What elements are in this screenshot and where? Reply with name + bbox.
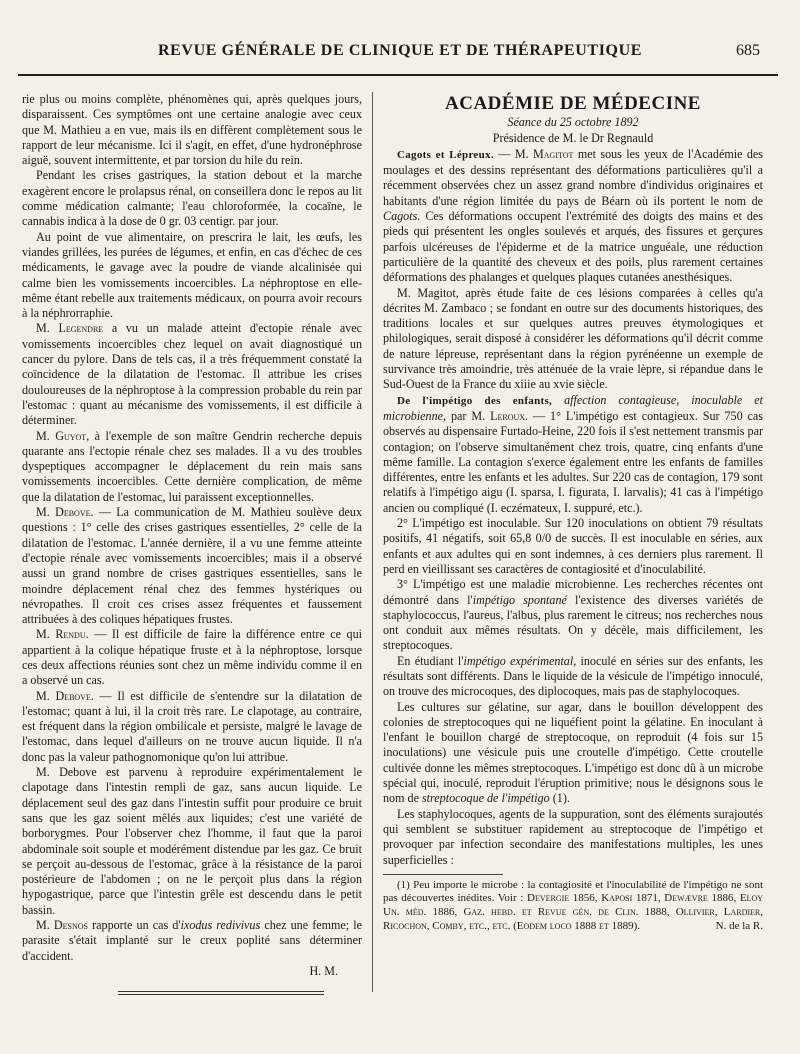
paragraph-legendre: M. Legendre a vu un malade atteint d'ectopie rénale avec vomissements incoercibles chez lequel on avait diagnostiqué un cancer du pylore. Dans de tels cas, il a très fréquemment constaté la coïncidence de la dilatation de l'estomac. Il attribue les crises douloureuses de la néphroptose à la compression probable du rein par l'estomac : quant au mécanisme des vomissements, il est difficile à déterminer. — [22, 321, 362, 428]
paragraph-rendu: M. Rendu. — Il est difficile de faire la différence entre ce qui appartient à la colique hépatique fruste et à la néphroptose, lorsque ces deux affections réunies sont chez un même individu comme il en a observé un cas. — [22, 627, 362, 688]
footnote-rule — [383, 874, 503, 875]
paragraph-cagots: Cagots et Lépreux. — M. Magitot met sous les yeux de l'Académie des moulages et des dessins représentant des déformations particulières qu'il a récemment observées chez un assez grand nombre d'individus originaires et habitants d'une région limitée du pays de Béarn où ils portent le nom de Cagots. Ces déformations occupent l'extrémité des doigts des mains et des pieds qui présentent les ongles soulevés et arqués, des fissures et gerçures parfois ulcéreuses de l'épiderme et de la matrice unguéale, une réduction particulière de la quantité des cheveux et des poils, plus rarement certaines déformations des phalanges et quelques plaques cutanées anesthésiques. — [383, 146, 763, 285]
signature-line — [22, 964, 362, 979]
paragraph-point-3: 3° L'impétigo est une maladie microbienne. Les recherches récentes ont démontré dans l'impétigo spontané l'existence des diverses variétés de staphylococcus, l'aureus, l'albus, plus rarement le citreus; nos recherches nous ont conduit aux mêmes résultats. On y décèle, mais difficilement, les streptocoques. — [383, 577, 763, 653]
column-divider — [372, 92, 373, 992]
paragraph-gastric-crises: Pendant les crises gastriques, la station debout et la marche exagèrent encore le prolapsus rénal, on conseillera donc le repos au lit comme médication calmante; l'eau chloroformée, la cocaïne, le cannabis indica à la dose de 0 gr. 03 centigr. par jour. — [22, 168, 362, 229]
speaker-name: Magitot — [533, 146, 574, 161]
paragraph-renal-symptoms: rie plus ou moins complète, phénomènes qui, après quelques jours, disparaissent. Ces symptômes ont une certaine analogie avec ceux que M. Mathieu a en vue, mais ils en diffèrent complètement sous le rapport de leur mécanisme. Ici il s'agit, en effet, d'une hydronéphrose aiguë, souvent intermittente, et par torsion du hile du rein. — [22, 92, 362, 168]
paragraph-magitot-2: M. Magitot, après étude faite de ces lésions comparées à celles qu'a décrites M. Zambaco ; se fondant en outre sur des documents historiques, des traditions locales et sur quelques autres preuves étymologiques et philologiques, serait disposé à considérer les déformations qu'il décrit comme de nature lépreuse, représentant dans la région pyrénéenne un exemple de survivance très amoindrie, très atténuée de la vraie lèpre, si répandue dans le Sud-Ouest de la France du xiiie au xvie siècle. — [383, 285, 763, 392]
paragraph-point-5: Les cultures sur gélatine, sur agar, dans le bouillon développent des colonies de streptocoques qui ne liquéfient point la gélatine. En inoculant à l'enfant le bouillon chargé de streptocoque, on reproduit (4 fois sur 15 inoculations) une vésicule puis une croutelle d'impétigo. Cette croutelle cultivée donne les mêmes streptocoques. L'impétigo est donc dû à un microbe spécial qui, inoculé, reproduit l'éruption primitive; nous le désignons sous le nom de streptocoque de l'impétigo (1). — [383, 699, 763, 806]
end-of-article-rule — [118, 991, 324, 995]
article-title-cagots: Cagots et Lépreux. — [397, 148, 494, 161]
paragraph-point-2: 2° L'impétigo est inoculable. Sur 120 inoculations on obtient 79 résultats positifs, 41 négatifs, soit 65,8 0/0 de succès. Il est inoculable en séries, aux enfants et aux adultes qui en sont indemnes, à ces derniers plus rarement. Il perd en vieillissant ses caractères de contagiosité et d'inoculabilité. — [383, 516, 763, 576]
left-column — [22, 92, 362, 995]
footnote-references: Devergie 1856, Kaposi 1871, Dewævre 1886, Eloy Un. méd. 1886, Gaz. hebd. et Revue gén. de Clin. 1888, Ollivier, Lardier, Ricochon, Comby, etc., etc. (Eodem loco 1888 et 1889). — [383, 892, 764, 932]
paragraph-desnos: M. Desnos rapporte un cas d'ixodus redivivus chez une femme; le parasite s'était implanté sur le creux poplité sans déterminer d'accident. — [22, 918, 362, 963]
signature: H. M. — [309, 963, 338, 978]
speaker-name: Leroux — [490, 408, 526, 423]
footnote-signature: N. de la R. — [715, 919, 763, 932]
speaker-name: Debove — [55, 505, 91, 520]
article-title-impetigo: De l'impétigo des enfants, — [397, 394, 553, 407]
paragraph-point-6: Les staphylocoques, agents de la suppuration, sont des éléments surajoutés qui semblent se substituer rapidement au streptocoque de l'impétigo et provoquer par infection secondaire des manifestations multiples, les unes superficielles : — [383, 806, 763, 867]
paragraph-debove-2: M. Debove. — Il est difficile de s'entendre sur la dilatation de l'estomac; quant à lui, il la croit très rare. Le clapotage, au contraire, est fréquent dans la région ombilicale et persiste, malgré le lavage de l'estomac, dans lequel d'ailleurs on ne trouve aucun liquide. Il n'a donc pas la valeur pathognomonique qu'on lui attribue. — [22, 688, 362, 764]
section-title: ACADÉMIE DE MÉDECINE — [445, 93, 701, 114]
paragraph-impetigo: De l'impétigo des enfants, affection contagieuse, inoculable et microbienne, par M. Leroux. — 1° L'impétigo est contagieux. Sur 750 cas observés au dispensaire Furtado-Heine, 220 fois il s'est nettement transmis par contagion; on l'observe simultanément chez trois, quatre, cinq enfants d'une même famille. La contagion s'exerce également entre les enfants de familles différentes, entre les enfants et les adultes. Sur 220 cas de contagion, 179 sont relatifs à l'impétigo aigu (I. sparsa, I. figurata, I. larvalis); 41 cas à l'impétigo ancien ou compliqué (I. eczémateux, I. suppuré, etc.). — [383, 392, 763, 515]
header-rule — [18, 74, 778, 76]
right-column — [383, 92, 763, 933]
speaker-name: Desnos — [53, 918, 88, 933]
session-date: Séance du 25 octobre 1892 — [507, 115, 639, 130]
paragraph-debove-1: M. Debove. — La communication de M. Mathieu soulève deux questions : 1° celle des crises gastriques essentielles, 2° celle de la dilatation de l'estomac. L'année dernière, il a vu une femme atteinte d'ectopie rénale avec vomissements incoercibles; mais il a observé aussi un grand nombre de crises gastriques essentielles, sans le moindre déplacement rénal chez des femmes hystériques ou névropathes. Il croit ces crises assez fréquentes et faussement attribuées à des coliques hépatiques frustes. — [22, 505, 362, 627]
speaker-name: Legendre — [58, 321, 104, 336]
paragraph-diet: Au point de vue alimentaire, on prescrira le lait, les œufs, les viandes grillées, les purées de légumes, et enfin, en cas d'échec de ces médicaments, le gavage avec la poudre de viande alcalinisée qui calme bien les vomissements incoercibles. La néphroptose en elle-même étant rebelle aux traitements médicaux, on pourra avoir recours à la néphrorraphie. — [22, 229, 362, 321]
footnote: (1) Peu importe le microbe : la contagiosité et l'inoculabilité de l'impétigo ne sont pas découvertes inédites. Voir : Devergie 1856, Kaposi 1871, Dewævre 1886, Eloy Un. méd. 1886, Gaz. hebd. et Revue gén. de Clin. 1888, Ollivier, Lardier, Ricochon, Comby, etc., etc. (Eodem loco 1888 et 1889). N. de la R. — [383, 878, 764, 932]
speaker-name: Rendu — [55, 627, 86, 642]
journal-title: REVUE GÉNÉRALE DE CLINIQUE ET DE THÉRAPEUTIQUE — [158, 42, 642, 59]
paragraph-debove-3: M. Debove est parvenu à reproduire expérimentalement le clapotage dans l'intestin rempli de gaz, sans aucun liquide. Le déplacement seul des gaz dans l'intestin suffit pour produire ce bruit sans que les gaz soient mêlés aux liquides; c'est une variété de borborygmes. Pour l'observer chez l'homme, il faut que la paroi abdominale soit souple et modérément distendue par les gaz. Ce bruit se perçoit au-dessous de l'estomac, grâce à la résistance de la paroi postérieure de l'abdomen ; on ne le perçoit plus dans la région hypogastrique, parce que l'intestin grêle est descendu dans le petit bassin. — [22, 765, 362, 917]
paragraph-point-4: En étudiant l'impétigo expérimental, inoculé en séries sur des enfants, les résultats sont différents. Dans le liquide de la vésicule de l'impétigo innoculé, on trouve des microcoques, des diplocoques, mais pas de staphylocoques. — [383, 653, 763, 699]
page-number: 685 — [736, 42, 760, 59]
paragraph-guyot: M. Guyot, à l'exemple de son maître Gendrin recherche depuis quarante ans l'ectopie rénale chez ses malades. Il a vu des troubles dyspeptiques accompagner le déplacement du rein mais sans vomissements incoercibles. Cette dernière complication, de même que la dilatation de l'estomac, lui paraissent exceptionnelles. — [22, 428, 362, 504]
speaker-name: Guyot — [55, 428, 87, 443]
speaker-name: Debove — [55, 688, 91, 703]
running-head — [0, 42, 800, 72]
presidency: Présidence de M. le Dr Regnauld — [492, 130, 654, 145]
